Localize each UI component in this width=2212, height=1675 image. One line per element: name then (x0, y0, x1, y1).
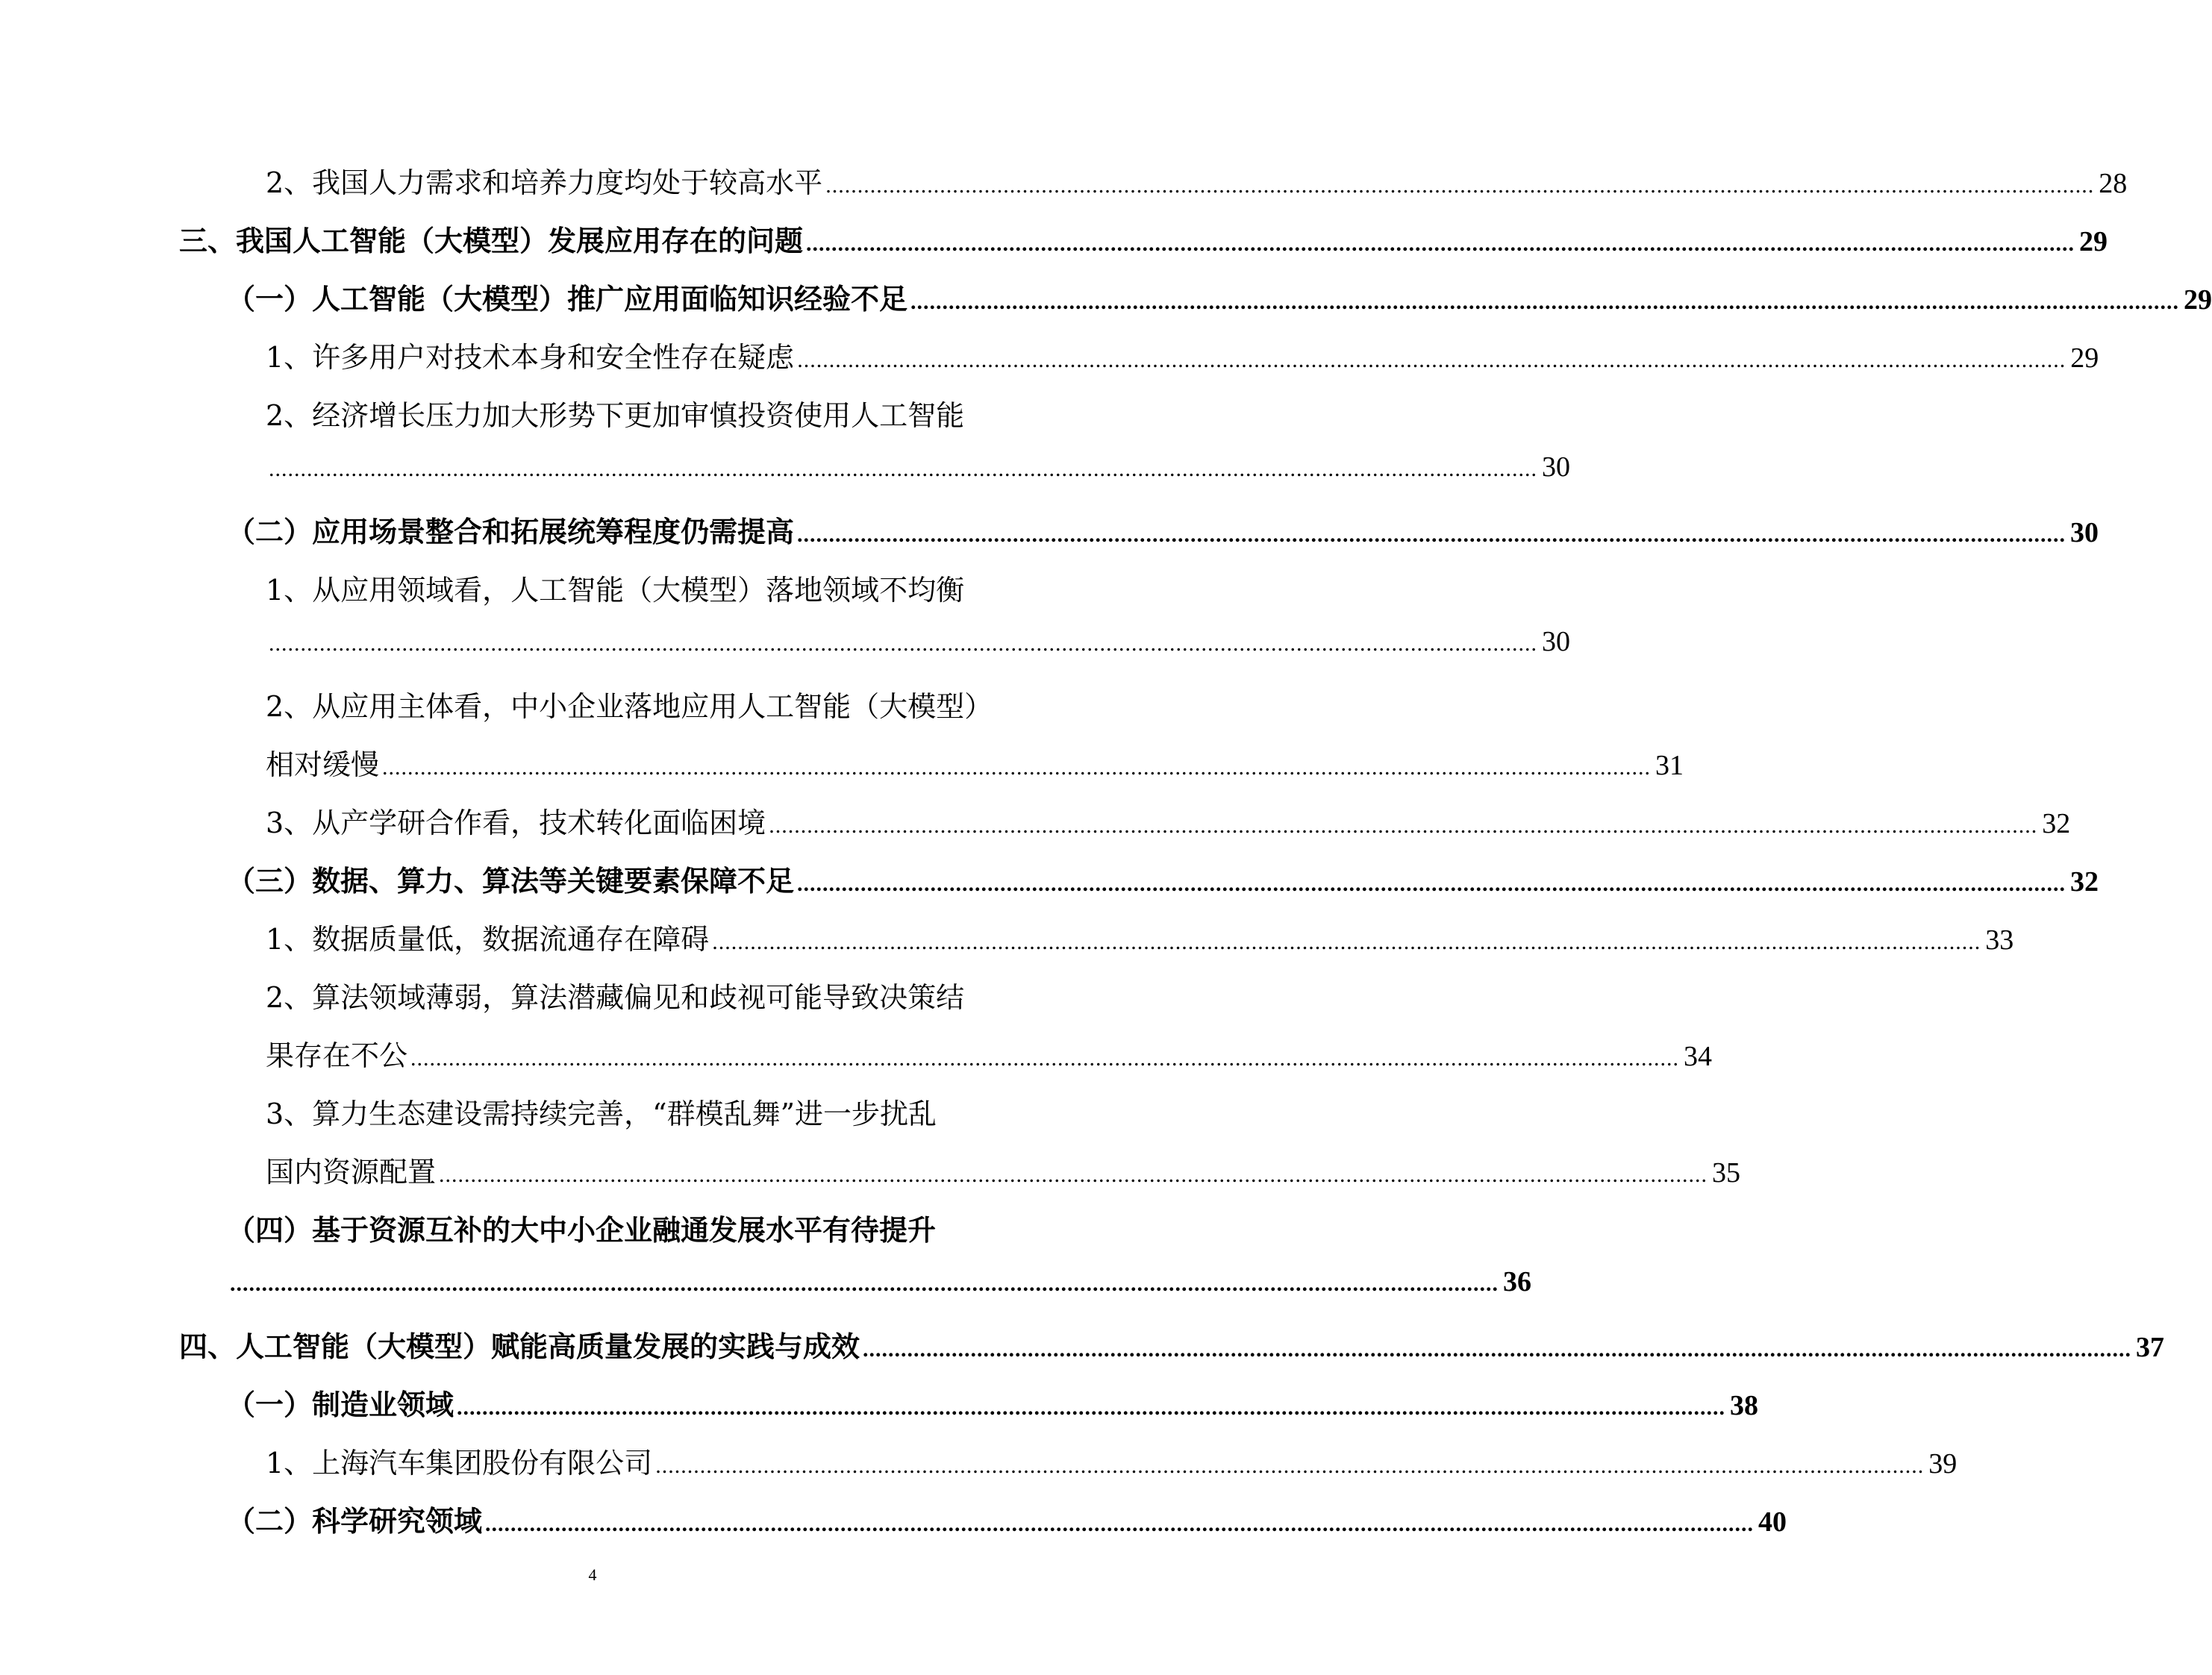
toc-chapter-entry[interactable] (179, 1324, 2165, 1365)
toc-section-entry[interactable] (227, 509, 2099, 550)
toc-leader-dots (766, 813, 2042, 839)
toc-section-entry[interactable] (227, 276, 2212, 317)
toc-entry[interactable] (266, 1033, 1713, 1074)
page-number-footer: 4 (588, 1565, 597, 1584)
toc-entry[interactable] (266, 451, 1570, 483)
toc-leader-dots (454, 1395, 1730, 1421)
toc-page-number: 31 (1655, 750, 1684, 781)
toc-leader-dots (822, 173, 2099, 198)
toc-entry-title: （二）科学研究领域 (227, 1505, 483, 1538)
toc-page-number: 30 (1542, 626, 1570, 657)
toc-page-number: 30 (2070, 517, 2099, 548)
toc-page-number: 29 (2079, 226, 2108, 257)
toc-section-entry[interactable] (227, 1265, 1531, 1298)
toc-entry-title: 3、从产学研合作看，技术转化面临困境 (266, 807, 766, 839)
toc-leader-dots (860, 1337, 2136, 1362)
toc-entry[interactable] (266, 1440, 1958, 1481)
toc-entry[interactable] (266, 742, 1684, 783)
toc-leader-dots (436, 1162, 1712, 1188)
toc-entry[interactable] (266, 1149, 1741, 1190)
toc-page-number: 32 (2070, 866, 2099, 898)
toc-page-number: 34 (1684, 1041, 1713, 1072)
toc-page-number: 29 (2070, 342, 2099, 374)
toc-page-number: 28 (2099, 168, 2128, 199)
toc-section-entry[interactable] (227, 858, 2099, 899)
toc-entry-title: 2、我国人力需求和培养力度均处于较高水平 (266, 166, 823, 199)
toc-leader-dots (803, 231, 2079, 257)
toc-page-number: 40 (1758, 1506, 1787, 1538)
toc-entry[interactable] (266, 800, 2071, 841)
toc-entry-title: 果存在不公 (266, 1039, 408, 1072)
toc-leader-dots (794, 522, 2070, 548)
toc-leader-dots (227, 1271, 1503, 1297)
toc-entry-title: 1、数据质量低，数据流通存在障碍 (266, 923, 710, 956)
toc-leader-dots (482, 1512, 1758, 1537)
toc-page-number: 35 (1712, 1157, 1741, 1189)
toc-entry-title: 相对缓慢 (266, 748, 380, 781)
toc-page-number: 32 (2042, 808, 2071, 839)
toc-leader-dots (794, 871, 2070, 897)
toc-entry-title: 四、人工智能（大模型）赋能高质量发展的实践与成效 (179, 1330, 860, 1363)
toc-leader-dots (794, 348, 2070, 373)
toc-entry-title: 1、上海汽车集团股份有限公司 (266, 1447, 653, 1480)
toc-page-number: 38 (1730, 1390, 1759, 1421)
toc-page-number: 36 (1503, 1266, 1531, 1297)
toc-entry[interactable] (266, 625, 1570, 658)
toc-leader-dots (266, 457, 1542, 482)
toc-entry-title-line1[interactable]: 2、算法领域薄弱，算法潜藏偏见和歧视可能导致决策结 (266, 981, 965, 1014)
toc-entry-title: （三）数据、算力、算法等关键要素保障不足 (227, 865, 795, 898)
toc-entry-title-line1[interactable]: 2、经济增长压力加大形势下更加审慎投资使用人工智能 (266, 399, 965, 432)
toc-entry-title: 1、许多用户对技术本身和安全性存在疑虑 (266, 341, 795, 374)
toc-entry-title-line1[interactable]: 1、从应用领域看，人工智能（大模型）落地领域不均衡 (266, 574, 965, 607)
toc-section-entry[interactable] (227, 1382, 1759, 1423)
toc-leader-dots (266, 631, 1542, 657)
toc-page-number: 39 (1928, 1448, 1958, 1480)
toc-entry-title: （一）人工智能（大模型）推广应用面临知识经验不足 (227, 283, 908, 316)
toc-page-number: 33 (1985, 924, 2014, 956)
toc-entry[interactable] (266, 160, 2128, 201)
toc-entry-title: 三、我国人工智能（大模型）发展应用存在的问题 (179, 225, 804, 257)
toc-section-entry[interactable] (227, 1498, 1787, 1539)
toc-page-number: 37 (2136, 1332, 2165, 1363)
toc-leader-dots (379, 755, 1655, 780)
toc-section-title-line1[interactable]: （四）基于资源互补的大中小企业融通发展水平有待提升 (227, 1214, 937, 1247)
toc-entry[interactable] (266, 916, 2014, 957)
toc-chapter-entry[interactable] (179, 218, 2108, 259)
toc-leader-dots (407, 1046, 1684, 1071)
toc-entry[interactable] (266, 334, 2099, 375)
toc-entry-title: （二）应用场景整合和拓展统筹程度仍需提高 (227, 516, 795, 548)
toc-entry-title: （一）制造业领域 (227, 1388, 454, 1421)
toc-entry-title-line1[interactable]: 3、算力生态建设需持续完善，“群模乱舞”进一步扰乱 (266, 1098, 937, 1130)
toc-entry-title: 国内资源配置 (266, 1156, 437, 1189)
toc-entry-title-line1[interactable]: 2、从应用主体看，中小企业落地应用人工智能（大模型） (266, 690, 993, 723)
toc-leader-dots (907, 289, 2184, 315)
toc-leader-dots (652, 1453, 1928, 1479)
toc-page-number: 29 (2184, 284, 2212, 316)
toc-page-number: 30 (1542, 451, 1570, 483)
toc-leader-dots (709, 930, 1985, 955)
